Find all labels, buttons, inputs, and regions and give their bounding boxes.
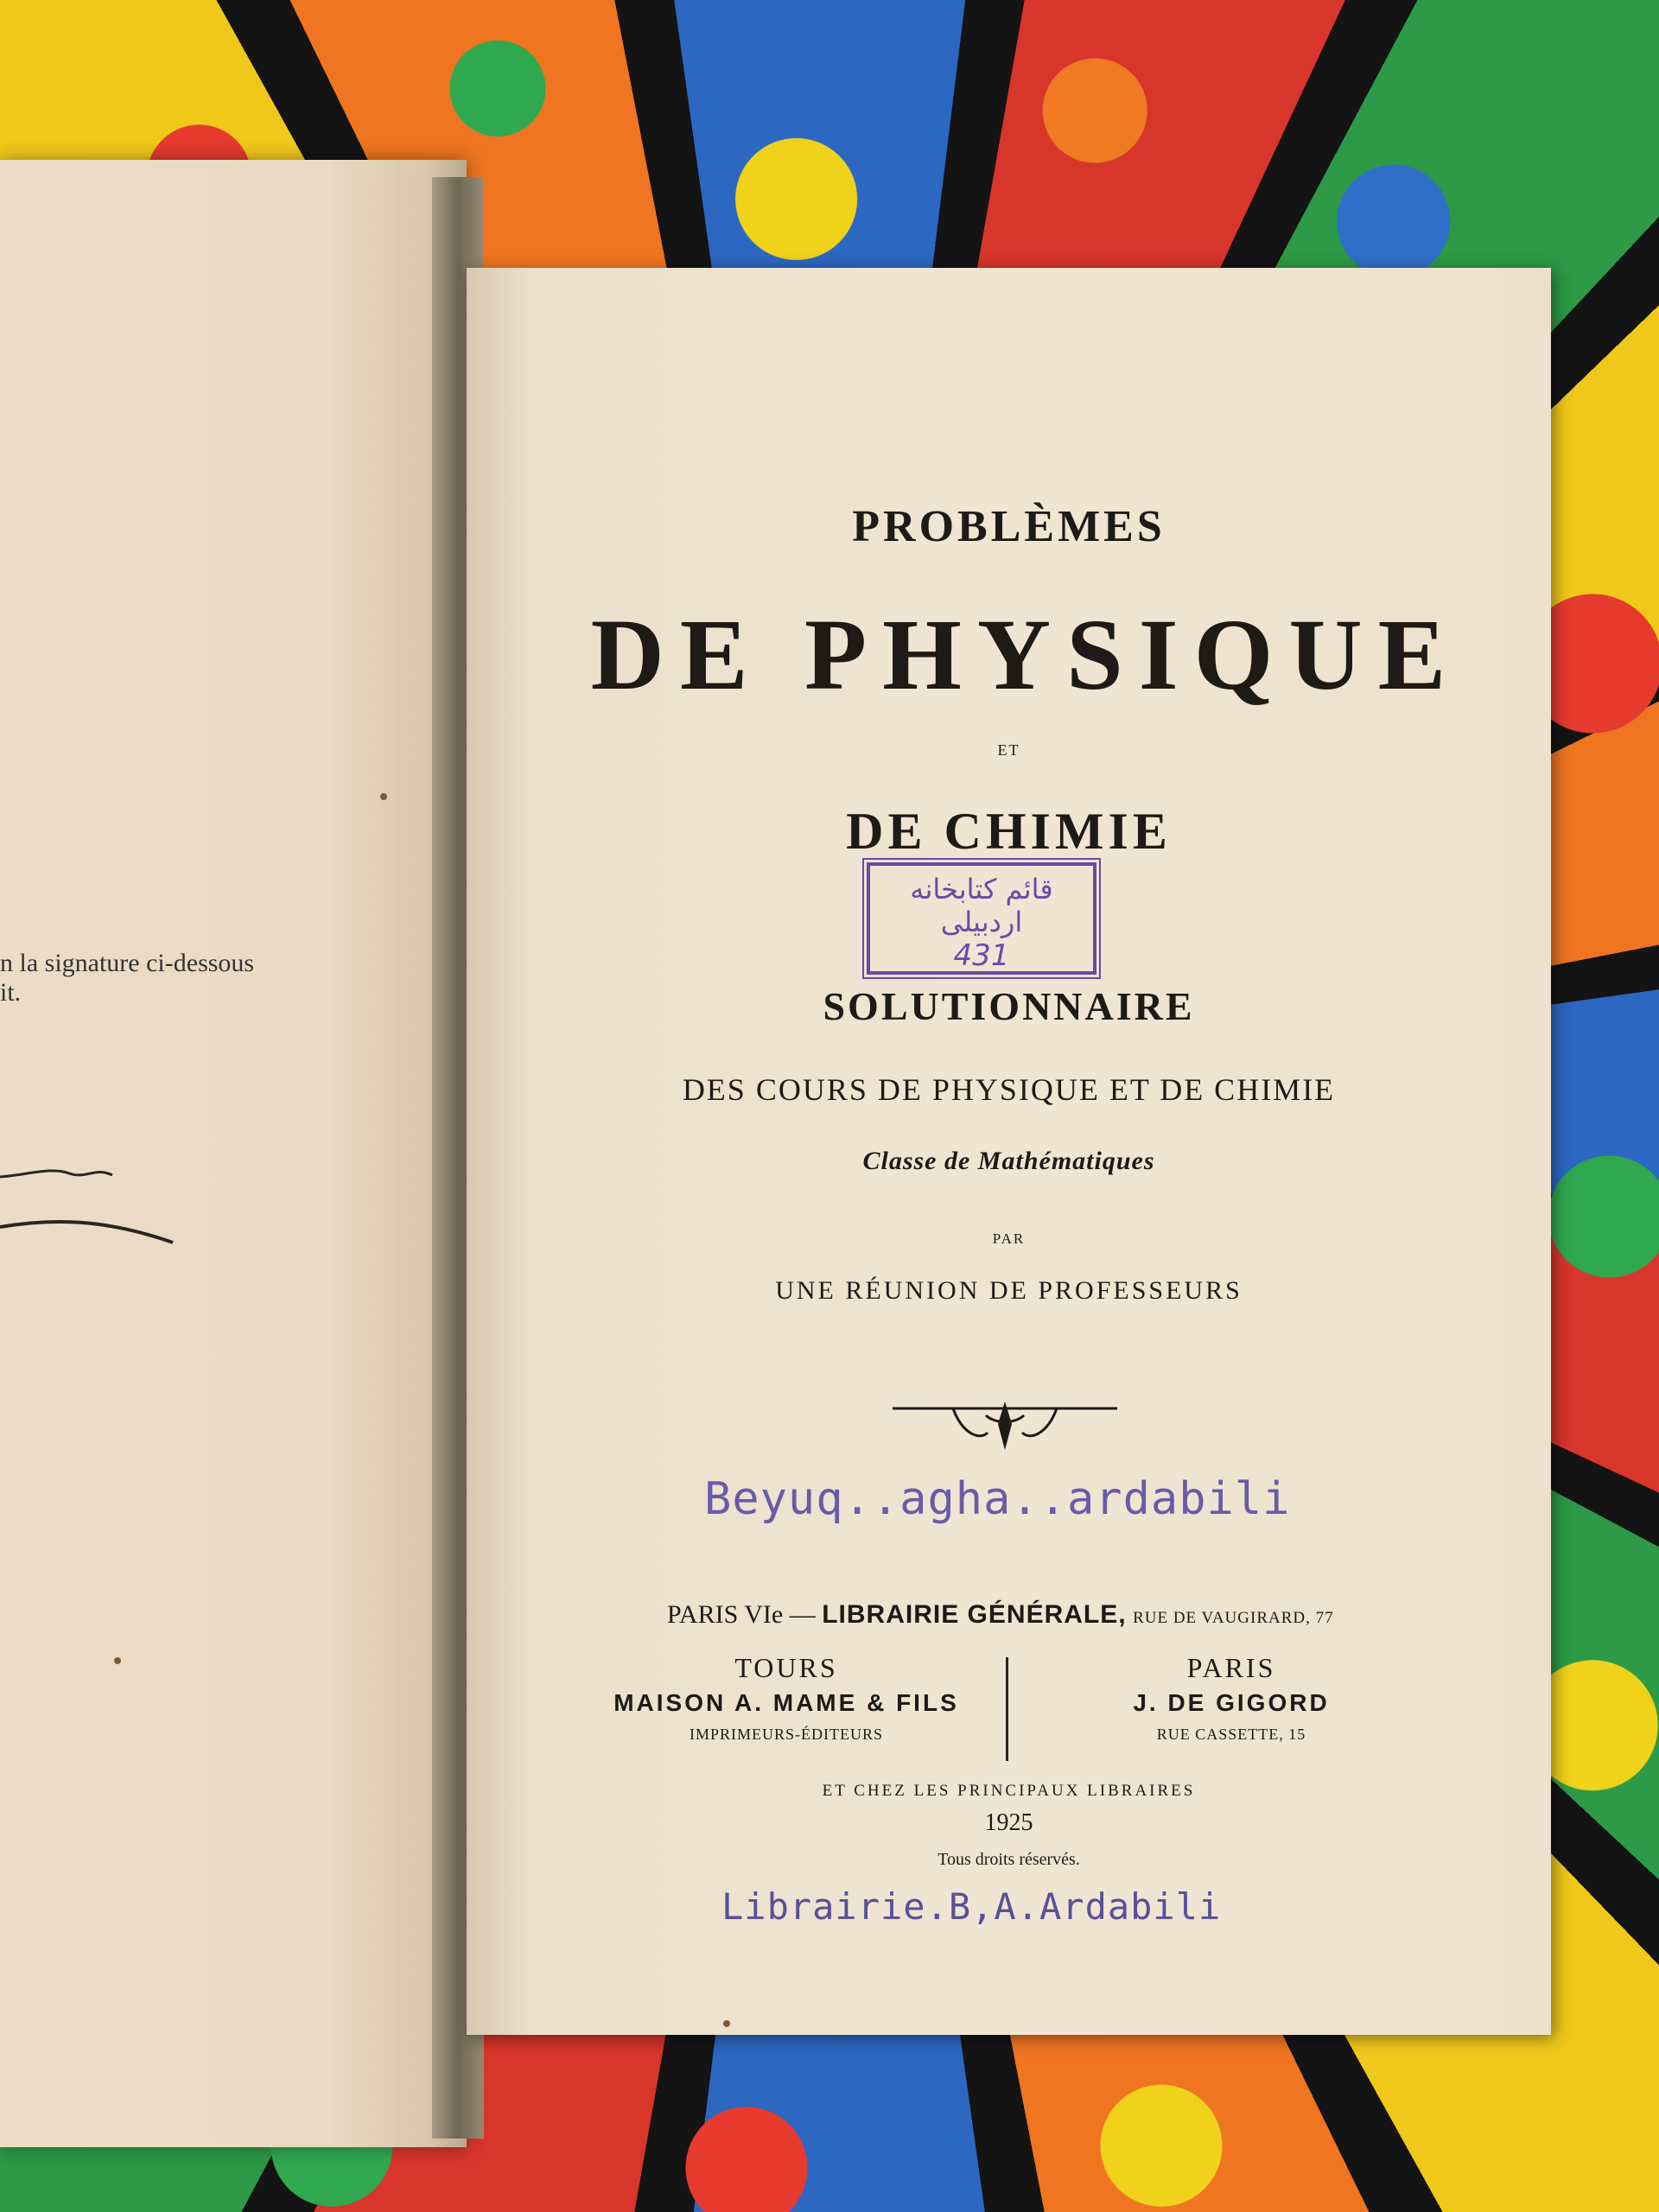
handwritten-signature [0, 1141, 181, 1262]
foxing-spot [114, 1657, 121, 1664]
left-text-line-1: n la signature ci-dessous [0, 949, 255, 977]
tours-publisher [588, 1652, 985, 1744]
paris-sub: RUE CASSETTE, 15 [1156, 1726, 1306, 1743]
paris-city: PARIS [1186, 1652, 1276, 1683]
owner-stamp: Beyuq..agha..ardabili [704, 1473, 1291, 1525]
title-problemes: PROBLÈMES [852, 502, 1166, 551]
title-chimie: DE CHIMIE [846, 803, 1172, 860]
author-line: UNE RÉUNION DE PROFESSEURS [775, 1276, 1243, 1305]
tours-city: TOURS [734, 1652, 838, 1683]
library-stamp [867, 862, 1096, 975]
title-et: ET [997, 741, 1020, 759]
line-chez: ET CHEZ LES PRINCIPAUX LIBRAIRES [822, 1782, 1196, 1800]
library-name-stamp: Librairie.B,A.Ardabili [721, 1885, 1222, 1928]
text-par: PAR [992, 1230, 1026, 1247]
library-stamp-arabic: قائم کتابخانه اردبیلی [910, 873, 1053, 938]
tours-house: MAISON A. MAME & FILS [613, 1689, 959, 1716]
publisher-name: LIBRAIRIE GÉNÉRALE, [822, 1600, 1127, 1629]
foxing-spot [723, 2020, 730, 2027]
publication-year: 1925 [984, 1809, 1033, 1836]
paris-publisher [1028, 1652, 1434, 1744]
ornament-icon [893, 1398, 1117, 1459]
divider [1006, 1657, 1008, 1761]
rights-line: Tous droits réservés. [938, 1850, 1080, 1869]
foxing-spot [380, 793, 387, 800]
title-physique: DE PHYSIQUE [590, 598, 1462, 711]
publisher-street: RUE DE VAUGIRARD, 77 [1133, 1609, 1334, 1627]
tours-sub: IMPRIMEURS-ÉDITEURS [689, 1726, 883, 1743]
left-page-text [0, 949, 328, 1007]
paris-house: J. DE GIGORD [1133, 1689, 1330, 1716]
subtitle-solutionnaire: SOLUTIONNAIRE [823, 984, 1195, 1028]
left-text-line-2: it. [0, 978, 22, 1007]
subtitle-classe: Classe de Mathématiques [862, 1147, 1155, 1175]
library-stamp-number: 431 [953, 938, 1010, 973]
publisher-city: PARIS VIe — [667, 1600, 816, 1629]
publisher-line [667, 1600, 1334, 1630]
subtitle-cours: DES COURS DE PHYSIQUE ET DE CHIMIE [682, 1072, 1336, 1107]
